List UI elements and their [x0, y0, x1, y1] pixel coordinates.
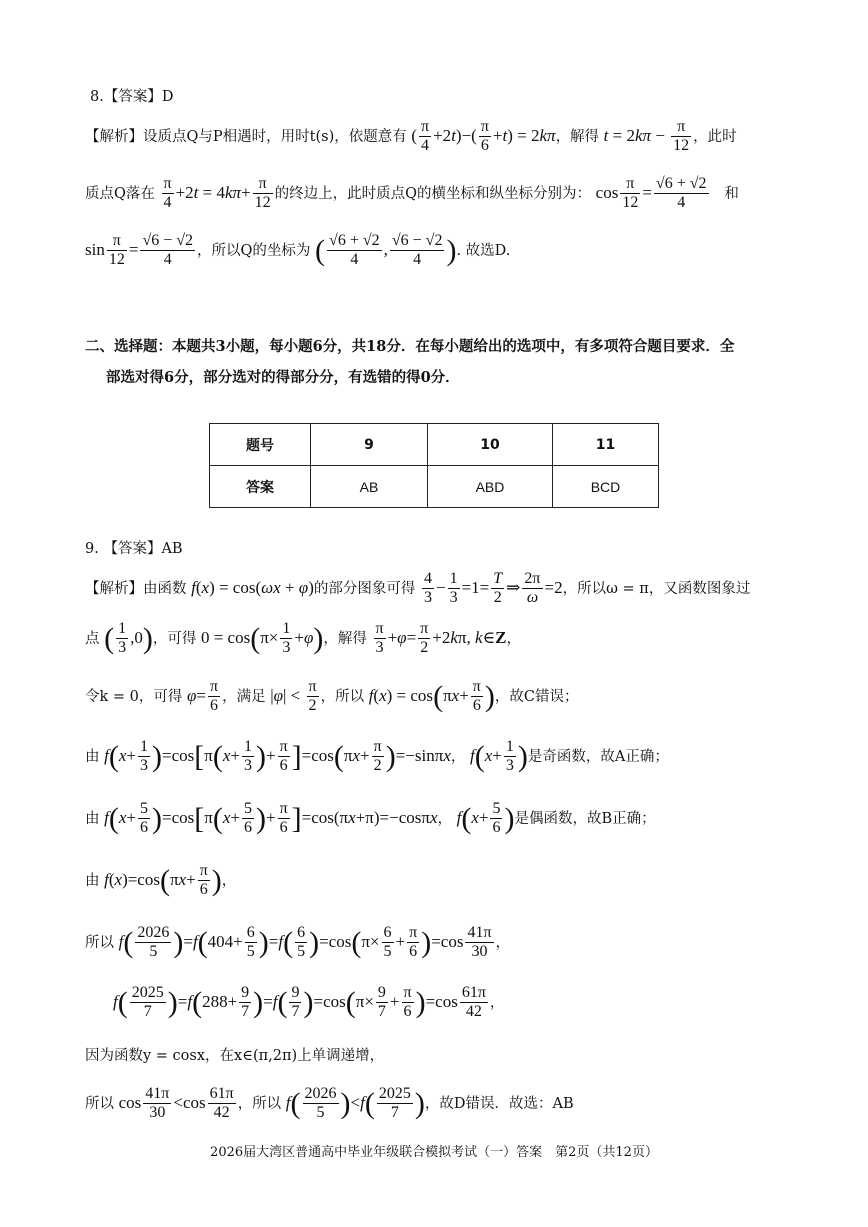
q9-line8: f( $\frac{2025}{7}$ )=f(288+ $\frac{9}{7}$ )=f( $\frac{9}{7}$ )=cos(π× $\frac{9}{7}$ + $\frac{\pi}{6}$ )=cos $\frac{61\pi}{42}$ ，: [113, 984, 505, 1021]
q8-text: 设质点Q与P相遇时，用时t(s)，依题意有: [143, 128, 407, 145]
table-cell: 答案: [210, 466, 311, 508]
q9-text: 点: [85, 630, 100, 647]
q9-formula-point: ( $\frac{1}{3}$ ,0): [104, 620, 153, 657]
q8-analysis-line2: [85, 175, 739, 213]
q9-line1: [85, 570, 750, 608]
q8-analysis-line1: [85, 118, 737, 156]
q9-text: 的部分图象可得: [313, 580, 416, 597]
answer-table-row: [210, 466, 659, 508]
q8-answer-line: 8.【答案】D: [90, 89, 174, 105]
q9-text: ，故D错误．故选：AB: [424, 1095, 574, 1112]
q8-formula-cos: cos $\frac{\pi}{12}$ = $\frac{√6 + √2}{4}$: [595, 175, 707, 212]
q9-formula-f2026: f( $\frac{2026}{5}$ )=f(404+ $\frac{6}{5}$ )=f( $\frac{6}{5}$ )=cos(π× $\frac{6}{5}$ + $\frac{\pi}{6}$ )=cos $\frac{41\pi}{30}$: [118, 924, 492, 961]
q9-text: ，所以: [320, 688, 365, 705]
q9-text: ，解得: [323, 630, 367, 647]
q9-formula-odd-f: f(x+ $\frac{1}{3}$ ): [469, 738, 528, 775]
q9-formula-phi: φ= $\frac{\pi}{6}$: [187, 678, 219, 715]
table-cell: ABD: [428, 466, 553, 508]
q9-text: 由: [85, 748, 100, 765]
q9-analysis-lead: 【解析】: [85, 580, 143, 597]
q8-text: ，此时: [693, 128, 737, 145]
q9-formula-fx: f(x) = cos(πx+ $\frac{\pi}{6}$ ): [368, 678, 495, 715]
q8-text: 的终边上，此时质点Q的横坐标和纵坐标分别为：: [274, 185, 592, 202]
q8-text: ，所以Q的坐标为: [197, 242, 311, 259]
section2-heading-line1: 二、选择题：本题共3小题，每小题6分，共18分．在每小题给出的选项中，有多项符合题目要求．全: [85, 338, 735, 355]
table-cell: AB: [311, 466, 428, 508]
q8-formula-angle: $\frac{\pi}{4}$ +2t = 4kπ+ $\frac{\pi}{12}$: [163, 175, 271, 212]
q9-answer-line: 9. 【答案】AB: [85, 541, 183, 557]
table-cell: 9: [311, 424, 428, 466]
q8-formula-meet: ( $\frac{\pi}{4}$ +2t)−( $\frac{\pi}{6}$ +t) = 2kπ: [411, 118, 556, 155]
q9-line10: [85, 1085, 574, 1123]
q9-formula-compare-f: f( $\frac{2026}{5}$ )<f( $\frac{2025}{7}$ ): [285, 1085, 425, 1122]
q9-formula-abs: |φ| < $\frac{\pi}{2}$: [270, 678, 317, 715]
answer-table-header-row: [210, 424, 659, 466]
q9-text: ，所以: [237, 1095, 282, 1112]
q9-line3: [85, 678, 578, 716]
q9-formula-period: $\frac{4}{3}$ − $\frac{1}{3}$ =1= $\frac{T}{2}$ ⇒ $\frac{2\pi}{\omega}$ =2: [423, 570, 563, 607]
q9-line9: 因为函数y = cosx，在x∈(π,2π)上单调递增，: [85, 1048, 385, 1064]
q9-line6: 由 f(x)=cos(πx+ $\frac{\pi}{6}$ )，: [85, 862, 237, 899]
answer-table: [209, 423, 659, 508]
q9-line5: 由 f(x+ $\frac{5}{6}$ )=cos[π(x+ $\frac{5}{6}$ )+ $\frac{\pi}{6}$ ]=cos(πx+π)=−cosπx， f(x+ $\frac{5}{6}$ )是偶函数，故B正确；: [85, 800, 656, 837]
q9-text: 是偶函数，故B正确；: [514, 810, 656, 827]
q8-analysis-line3: [85, 232, 510, 270]
q9-formula-odd: f(x+ $\frac{1}{3}$ )=cos[π(x+ $\frac{1}{3}$ )+ $\frac{\pi}{6}$ ]=cos(πx+ $\frac{\pi}{2}$ )=−sinπx: [104, 738, 451, 775]
q9-formula-compare-cos: cos $\frac{41\pi}{30}$ <cos $\frac{61\pi}{42}$: [118, 1085, 234, 1122]
q8-formula-coords: ( $\frac{√6 + √2}{4}$ , $\frac{√6 - √2}{4}$ ): [315, 232, 457, 269]
q9-text: 令k = 0，可得: [85, 688, 183, 705]
q9-text: 所以: [85, 934, 114, 951]
q8-text: 质点Q落在: [85, 185, 155, 202]
q8-text: . 故选D.: [456, 242, 511, 259]
q9-formula-fx2: f(x)=cos(πx+ $\frac{\pi}{6}$ ): [104, 862, 222, 899]
q9-text: 所以: [85, 1095, 114, 1112]
q9-formula-zero: 0 = cos(π× $\frac{1}{3}$ +φ): [200, 620, 324, 657]
q9-line7: 所以 f( $\frac{2026}{5}$ )=f(404+ $\frac{6}{5}$ )=f( $\frac{6}{5}$ )=cos(π× $\frac{6}{5}$ + $\frac{\pi}{6}$ )=cos $\frac{41\pi}{30}$ ，: [85, 924, 511, 961]
table-cell: BCD: [553, 466, 659, 508]
q8-analysis-lead: 【解析】: [85, 128, 143, 145]
q9-line4: 由 f(x+ $\frac{1}{3}$ )=cos[π(x+ $\frac{1}{3}$ )+ $\frac{\pi}{6}$ ]=cos(πx+ $\frac{\pi}{2}$ )=−sinπx， f(x+ $\frac{1}{3}$ )是奇函数，故A正确；: [85, 738, 669, 775]
table-cell: 11: [553, 424, 659, 466]
table-cell: 题号: [210, 424, 311, 466]
q8-text: ，解得: [555, 128, 600, 145]
q9-text: 由: [85, 810, 100, 827]
q9-text: ，满足: [222, 688, 266, 705]
q9-text: ，可得: [152, 630, 197, 647]
section2-heading-line2: 部选对得6分，部分选对的得部分分，有选错的得0分．: [106, 369, 460, 386]
q8-text: 和: [724, 185, 739, 202]
q9-line2: 点 ( $\frac{1}{3}$ ,0)，可得 0 = cos(π× $\frac{1}{3}$ +φ)，解得 $\frac{\pi}{3}$ +φ= $\frac{\pi}{2}$ +2kπ, k∈Z，: [85, 620, 521, 657]
q9-text: ，故C错误；: [494, 688, 579, 705]
q9-formula-even-f: f(x+ $\frac{5}{6}$ ): [456, 800, 515, 837]
q9-formula-even: f(x+ $\frac{5}{6}$ )=cos[π(x+ $\frac{5}{6}$ )+ $\frac{\pi}{6}$ ]=cos(πx+π)=−cosπx: [104, 800, 438, 837]
q9-text: 由: [85, 872, 100, 889]
q9-text: ，所以ω = π，又函数图象过: [562, 580, 751, 597]
page-footer: 2026届大湾区普通高中毕业年级联合模拟考试（一）答案 第2页（共12页）: [210, 1145, 658, 1160]
table-cell: 10: [428, 424, 553, 466]
q9-text: 是奇函数，故A正确；: [527, 748, 669, 765]
q9-formula-phi-solve: $\frac{\pi}{3}$ +φ= $\frac{\pi}{2}$ +2kπ, k∈Z: [375, 620, 507, 657]
q8-formula-sin: sin $\frac{\pi}{12}$ = $\frac{√6 - √2}{4}$: [85, 232, 194, 269]
q9-formula-f2025: f( $\frac{2025}{7}$ )=f(288+ $\frac{9}{7}$ )=f( $\frac{9}{7}$ )=cos(π× $\frac{9}{7}$ + $\frac{\pi}{6}$ )=cos $\frac{61\pi}{42}$: [113, 984, 486, 1021]
q9-text: 由函数: [143, 580, 187, 597]
q8-formula-t: t = 2kπ − $\frac{\pi}{12}$: [603, 118, 690, 155]
q9-formula-f: f(x) = cos(ωx + φ): [191, 577, 314, 597]
